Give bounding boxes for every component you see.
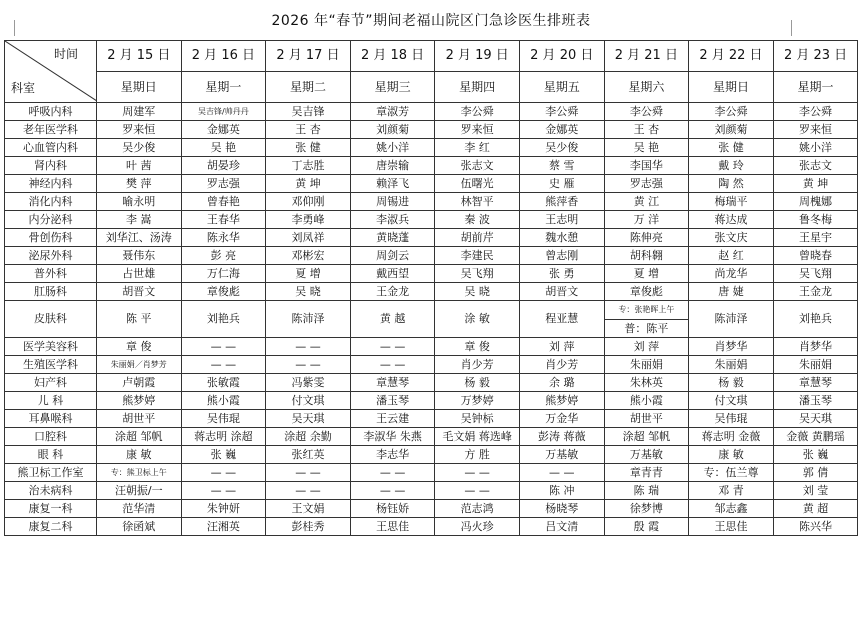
doctor-cell: 章淑芳 (350, 103, 435, 121)
dept-cell: 肾内科 (5, 157, 97, 175)
doctor-cell: 李公舜 (773, 103, 858, 121)
doctor-cell: 方 胜 (435, 446, 520, 464)
doctor-cell: 肖少芳 (435, 356, 520, 374)
doctor-cell: 叶 茜 (97, 157, 182, 175)
doctor-cell: — — (181, 356, 266, 374)
split-doctor-cell (604, 301, 689, 338)
doctor-cell: 李勇峰 (266, 211, 351, 229)
doctor-cell: — — (435, 464, 520, 482)
doctor-cell: 罗来恒 (435, 121, 520, 139)
doctor-cell: — — (519, 464, 604, 482)
table-row (5, 446, 858, 464)
doctor-cell: 王 杏 (266, 121, 351, 139)
doctor-cell: 赖泽飞 (350, 175, 435, 193)
doctor-cell: 专：熊卫标上午 (97, 464, 182, 482)
table-row (5, 265, 858, 283)
doctor-cell: 李志华 (350, 446, 435, 464)
weekday-header: 星期日 (97, 72, 182, 103)
doctor-cell: 康 敏 (97, 446, 182, 464)
doctor-cell: 朱丽娟／肖梦芳 (97, 356, 182, 374)
dept-cell: 熊卫标工作室 (5, 464, 97, 482)
weekday-header: 星期一 (773, 72, 858, 103)
doctor-cell: 张 巍 (773, 446, 858, 464)
doctor-cell: 王 杏 (604, 121, 689, 139)
doctor-cell: 朱丽娟 (604, 356, 689, 374)
date-header: 2 月 19 日 (435, 41, 520, 72)
doctor-cell: 刘艳兵 (181, 301, 266, 338)
doctor-cell: 伍曙光 (435, 175, 520, 193)
doctor-cell: 章俊彪 (181, 283, 266, 301)
doctor-cell: 金薇 黄鹏瑶 (773, 428, 858, 446)
doctor-cell: 陈沛泽 (689, 301, 774, 338)
table-row (5, 338, 858, 356)
doctor-cell: 李公舜 (519, 103, 604, 121)
doctor-cell: 喻永明 (97, 193, 182, 211)
doctor-cell: 丁志胜 (266, 157, 351, 175)
doctor-cell: 刘 莹 (773, 482, 858, 500)
table-row (5, 464, 858, 482)
doctor-cell: — — (266, 464, 351, 482)
doctor-cell: 万金华 (519, 410, 604, 428)
table-row (5, 356, 858, 374)
doctor-cell: — — (181, 464, 266, 482)
doctor-cell: 罗来恒 (97, 121, 182, 139)
doctor-cell: — — (435, 482, 520, 500)
doctor-cell: 王思佳 (350, 518, 435, 536)
doctor-cell: 曾志刚 (519, 247, 604, 265)
doctor-cell: 万基敏 (519, 446, 604, 464)
dept-cell: 妇产科 (5, 374, 97, 392)
doctor-cell: 林智平 (435, 193, 520, 211)
doctor-cell: 汪朝振/一 (97, 482, 182, 500)
date-header: 2 月 22 日 (689, 41, 774, 72)
dept-cell: 耳鼻喉科 (5, 410, 97, 428)
doctor-cell: 冯紫雯 (266, 374, 351, 392)
doctor-cell: 郭 倩 (773, 464, 858, 482)
doctor-cell: 李公舜 (604, 103, 689, 121)
doctor-cell: 汪湘英 (181, 518, 266, 536)
doctor-cell: 蒋达成 (689, 211, 774, 229)
doctor-cell: 周建军 (97, 103, 182, 121)
doctor-cell: 张 勇 (519, 265, 604, 283)
doctor-cell: 李淑兵 (350, 211, 435, 229)
doctor-cell: 蒋志明 金薇 (689, 428, 774, 446)
doctor-cell: 潘玉琴 (773, 392, 858, 410)
dept-cell: 泌尿外科 (5, 247, 97, 265)
doctor-cell: 涂 敏 (435, 301, 520, 338)
dept-label: 科室 (11, 81, 36, 95)
doctor-cell: 胡前芹 (435, 229, 520, 247)
doctor-cell: 吴少俊 (519, 139, 604, 157)
dept-cell: 消化内科 (5, 193, 97, 211)
dept-cell: 肛肠科 (5, 283, 97, 301)
doctor-cell: 周锡进 (350, 193, 435, 211)
doctor-cell: 冯火珍 (435, 518, 520, 536)
doctor-cell: 刘华江、汤涛 (97, 229, 182, 247)
doctor-cell: 吴 艳 (181, 139, 266, 157)
doctor-cell: 李淑华 朱燕 (350, 428, 435, 446)
doctor-cell: 万仁海 (181, 265, 266, 283)
table-row (5, 139, 858, 157)
doctor-cell: 唐崇输 (350, 157, 435, 175)
doctor-cell: 梅瑞平 (689, 193, 774, 211)
doctor-cell: 王志明 (519, 211, 604, 229)
date-header: 2 月 18 日 (350, 41, 435, 72)
doctor-cell: 彭 亮 (181, 247, 266, 265)
doctor-cell: 章 俊 (97, 338, 182, 356)
doctor-cell: 张文庆 (689, 229, 774, 247)
table-row (5, 283, 858, 301)
doctor-cell: 黄 超 (773, 500, 858, 518)
doctor-cell: 刘颜菊 (350, 121, 435, 139)
doctor-cell: 章 俊 (435, 338, 520, 356)
dept-cell: 康复一科 (5, 500, 97, 518)
doctor-cell: 范华清 (97, 500, 182, 518)
doctor-cell: 万梦婷 (435, 392, 520, 410)
doctor-cell: 姚小洋 (773, 139, 858, 157)
doctor-cell: 肖梦华 (773, 338, 858, 356)
date-header: 2 月 17 日 (266, 41, 351, 72)
doctor-cell: 章慧琴 (773, 374, 858, 392)
doctor-cell: 张志文 (773, 157, 858, 175)
doctor-cell: 熊梦婷 (519, 392, 604, 410)
doctor-cell: — — (181, 482, 266, 500)
doctor-cell: 吴伟琨 (689, 410, 774, 428)
doctor-cell: 刘凤祥 (266, 229, 351, 247)
doctor-cell: 杨 毅 (435, 374, 520, 392)
doctor-cell: 魏水憩 (519, 229, 604, 247)
doctor-cell: 吴飞翔 (435, 265, 520, 283)
doctor-cell: 邓仰刚 (266, 193, 351, 211)
doctor-cell: 肖梦华 (689, 338, 774, 356)
table-row (5, 500, 858, 518)
doctor-cell: 杨钰娇 (350, 500, 435, 518)
doctor-cell: 王春华 (181, 211, 266, 229)
doctor-cell: 罗志强 (181, 175, 266, 193)
table-row (5, 301, 858, 338)
doctor-cell: 熊梦婷 (97, 392, 182, 410)
doctor-cell: 胡晋文 (519, 283, 604, 301)
doctor-cell: 胡晏珍 (181, 157, 266, 175)
doctor-cell: 李公舜 (435, 103, 520, 121)
page-title: 2026 年“春节”期间老福山院区门急诊医生排班表 (271, 13, 591, 29)
doctor-cell: 杨 毅 (689, 374, 774, 392)
doctor-cell: — — (350, 338, 435, 356)
weekday-header: 星期五 (519, 72, 604, 103)
doctor-cell: 曾晓春 (773, 247, 858, 265)
weekday-header: 星期六 (604, 72, 689, 103)
doctor-cell: 樊 萍 (97, 175, 182, 193)
doctor-cell: 戴 玲 (689, 157, 774, 175)
doctor-cell: 吴飞翔 (773, 265, 858, 283)
doctor-cell: 唐 婕 (689, 283, 774, 301)
doctor-cell: 陈沛泽 (266, 301, 351, 338)
doctor-cell: 尚龙华 (689, 265, 774, 283)
table-row (5, 518, 858, 536)
doctor-cell: — — (266, 338, 351, 356)
doctor-cell: 杨晓琴 (519, 500, 604, 518)
doctor-cell: 吴吉锋/帅丹丹 (181, 103, 266, 121)
doctor-cell: 涂超 邹帆 (97, 428, 182, 446)
doctor-cell: 吕文清 (519, 518, 604, 536)
doctor-cell: 余 璐 (519, 374, 604, 392)
doctor-cell: 戴西望 (350, 265, 435, 283)
doctor-cell: 胡世平 (97, 410, 182, 428)
doctor-cell: 吴天琪 (266, 410, 351, 428)
doctor-cell: 蒋志明 涂超 (181, 428, 266, 446)
doctor-cell: — — (266, 482, 351, 500)
doctor-cell: 徐函斌 (97, 518, 182, 536)
dept-cell: 眼 科 (5, 446, 97, 464)
table-row (5, 121, 858, 139)
doctor-cell: 夏 增 (266, 265, 351, 283)
doctor-cell: 章俊彪 (604, 283, 689, 301)
doctor-cell: 陈永华 (181, 229, 266, 247)
doctor-cell: 聂伟东 (97, 247, 182, 265)
doctor-cell: 陈 平 (97, 301, 182, 338)
dept-cell: 神经内科 (5, 175, 97, 193)
doctor-cell: 李公舜 (689, 103, 774, 121)
doctor-cell: 吴少俊 (97, 139, 182, 157)
doctor-cell: — — (350, 482, 435, 500)
doctor-cell: 刘 萍 (604, 338, 689, 356)
doctor-cell: — — (266, 356, 351, 374)
doctor-cell: 吴 艳 (604, 139, 689, 157)
table-row (5, 193, 858, 211)
dept-cell: 内分泌科 (5, 211, 97, 229)
table-row (5, 410, 858, 428)
doctor-cell: 夏 增 (604, 265, 689, 283)
doctor-cell: 鲁冬梅 (773, 211, 858, 229)
doctor-cell: 殷 霞 (604, 518, 689, 536)
doctor-cell: 邹志鑫 (689, 500, 774, 518)
doctor-cell: 章青青 (604, 464, 689, 482)
doctor-cell: 熊萍香 (519, 193, 604, 211)
doctor-cell: 胡世平 (604, 410, 689, 428)
schedule-table (4, 40, 858, 536)
doctor-cell: 吴 晓 (266, 283, 351, 301)
doctor-cell: 涂超 余勤 (266, 428, 351, 446)
doctor-cell: 涂超 邹帆 (604, 428, 689, 446)
doctor-cell: 黄 越 (350, 301, 435, 338)
doctor-cell: 蔡 雪 (519, 157, 604, 175)
doctor-cell: 黄 江 (604, 193, 689, 211)
doctor-cell: 徐梦博 (604, 500, 689, 518)
doctor-cell: 朱丽娟 (773, 356, 858, 374)
doctor-cell: 张 巍 (181, 446, 266, 464)
doctor-cell: 吴天琪 (773, 410, 858, 428)
doctor-cell: 曾春艳 (181, 193, 266, 211)
doctor-cell: 黄晓蓬 (350, 229, 435, 247)
weekday-header: 星期日 (689, 72, 774, 103)
date-header: 2 月 21 日 (604, 41, 689, 72)
doctor-cell: 金娜英 (181, 121, 266, 139)
doctor-cell: 朱钟妍 (181, 500, 266, 518)
dept-cell: 骨创伤科 (5, 229, 97, 247)
weekday-header: 星期一 (181, 72, 266, 103)
doctor-cell: 专：伍兰尊 (689, 464, 774, 482)
header-corner-cell (5, 41, 97, 103)
doctor-cell: 刘艳兵 (773, 301, 858, 338)
doctor-cell: 王金龙 (350, 283, 435, 301)
doctor-cell: 陈 冲 (519, 482, 604, 500)
doctor-cell: 周剑云 (350, 247, 435, 265)
doctor-cell: 胡科翱 (604, 247, 689, 265)
doctor-cell: 王云建 (350, 410, 435, 428)
doctor-cell: 胡晋文 (97, 283, 182, 301)
doctor-cell: 卢朝霞 (97, 374, 182, 392)
table-row (5, 229, 858, 247)
doctor-cell: 吴钟标 (435, 410, 520, 428)
doctor-cell: 朱丽娟 (689, 356, 774, 374)
doctor-cell: 陈 瑞 (604, 482, 689, 500)
doctor-cell: 姚小洋 (350, 139, 435, 157)
doctor-cell: 黄 坤 (773, 175, 858, 193)
doctor-cell: 陈兴华 (773, 518, 858, 536)
doctor-cell: 李 嵩 (97, 211, 182, 229)
table-row (5, 247, 858, 265)
date-header: 2 月 16 日 (181, 41, 266, 72)
doctor-cell: 章慧琴 (350, 374, 435, 392)
doctor-cell: 吴 晓 (435, 283, 520, 301)
table-row (5, 157, 858, 175)
date-header: 2 月 20 日 (519, 41, 604, 72)
doctor-cell: — — (350, 356, 435, 374)
doctor-cell: 张 健 (689, 139, 774, 157)
dept-cell: 治未病科 (5, 482, 97, 500)
doctor-cell: 邓 青 (689, 482, 774, 500)
doctor-cell: 肖少芳 (519, 356, 604, 374)
doctor-cell: 邓彬宏 (266, 247, 351, 265)
doctor-cell: 彭桂秀 (266, 518, 351, 536)
doctor-cell: 王文娟 (266, 500, 351, 518)
table-row (5, 428, 858, 446)
doctor-cell: 康 敏 (689, 446, 774, 464)
doctor-cell: 罗来恒 (773, 121, 858, 139)
table-row (5, 374, 858, 392)
doctor-cell: 陈伸亮 (604, 229, 689, 247)
dept-cell: 皮肤科 (5, 301, 97, 338)
dept-cell: 医学美容科 (5, 338, 97, 356)
dept-cell: 口腔科 (5, 428, 97, 446)
doctor-cell: 程亚慧 (519, 301, 604, 338)
doctor-cell: 黄 坤 (266, 175, 351, 193)
doctor-cell: 李国华 (604, 157, 689, 175)
doctor-cell: 秦 波 (435, 211, 520, 229)
doctor-cell: 李建民 (435, 247, 520, 265)
doctor-cell: 张志文 (435, 157, 520, 175)
dept-cell: 普外科 (5, 265, 97, 283)
doctor-cell: 毛文娟 蒋选峰 (435, 428, 520, 446)
doctor-cell: 陶 然 (689, 175, 774, 193)
doctor-cell: 李 红 (435, 139, 520, 157)
doctor-cell: 王金龙 (773, 283, 858, 301)
dept-cell: 老年医学科 (5, 121, 97, 139)
table-row (5, 392, 858, 410)
doctor-cell: 熊小霞 (604, 392, 689, 410)
doctor-cell: 刘颜菊 (689, 121, 774, 139)
time-label: 时间 (53, 47, 78, 61)
dept-cell: 儿 科 (5, 392, 97, 410)
weekday-header: 星期四 (435, 72, 520, 103)
doctor-cell: 王星宇 (773, 229, 858, 247)
doctor-cell: 朱林英 (604, 374, 689, 392)
doctor-cell: 万 洋 (604, 211, 689, 229)
table-row (5, 103, 858, 121)
doctor-cell: 吴吉锋 (266, 103, 351, 121)
doctor-cell: 张红英 (266, 446, 351, 464)
doctor-cell: 万基敏 (604, 446, 689, 464)
doctor-cell: — — (181, 338, 266, 356)
date-header: 2 月 23 日 (773, 41, 858, 72)
doctor-cell: 范志鸿 (435, 500, 520, 518)
doctor-cell: 熊小霞 (181, 392, 266, 410)
doctor-cell: 付文琪 (266, 392, 351, 410)
table-row (5, 175, 858, 193)
doctor-cell: 罗志强 (604, 175, 689, 193)
doctor-cell: 彭涛 蒋薇 (519, 428, 604, 446)
doctor-cell: 王思佳 (689, 518, 774, 536)
doctor-cell: 潘玉琴 (350, 392, 435, 410)
dept-cell: 生殖医学科 (5, 356, 97, 374)
dept-cell: 康复二科 (5, 518, 97, 536)
weekday-header: 星期二 (266, 72, 351, 103)
doctor-cell: 吴伟琨 (181, 410, 266, 428)
dept-cell: 心血管内科 (5, 139, 97, 157)
doctor-cell: 史 雁 (519, 175, 604, 193)
table-row (5, 211, 858, 229)
doctor-cell: 刘 萍 (519, 338, 604, 356)
doctor-cell: — — (350, 464, 435, 482)
doctor-cell: 占世雄 (97, 265, 182, 283)
doctor-cell: 付文琪 (689, 392, 774, 410)
doctor-cell: 张 健 (266, 139, 351, 157)
doctor-cell: 张敏霞 (181, 374, 266, 392)
dept-cell: 呼吸内科 (5, 103, 97, 121)
date-header: 2 月 15 日 (97, 41, 182, 72)
general-line: 普：陈平 (624, 322, 669, 335)
specialist-line: 专：张艳晖上午 (605, 301, 689, 320)
doctor-cell: 金娜英 (519, 121, 604, 139)
table-row (5, 482, 858, 500)
doctor-cell: 赵 红 (689, 247, 774, 265)
weekday-header: 星期三 (350, 72, 435, 103)
doctor-cell: 周槐娜 (773, 193, 858, 211)
